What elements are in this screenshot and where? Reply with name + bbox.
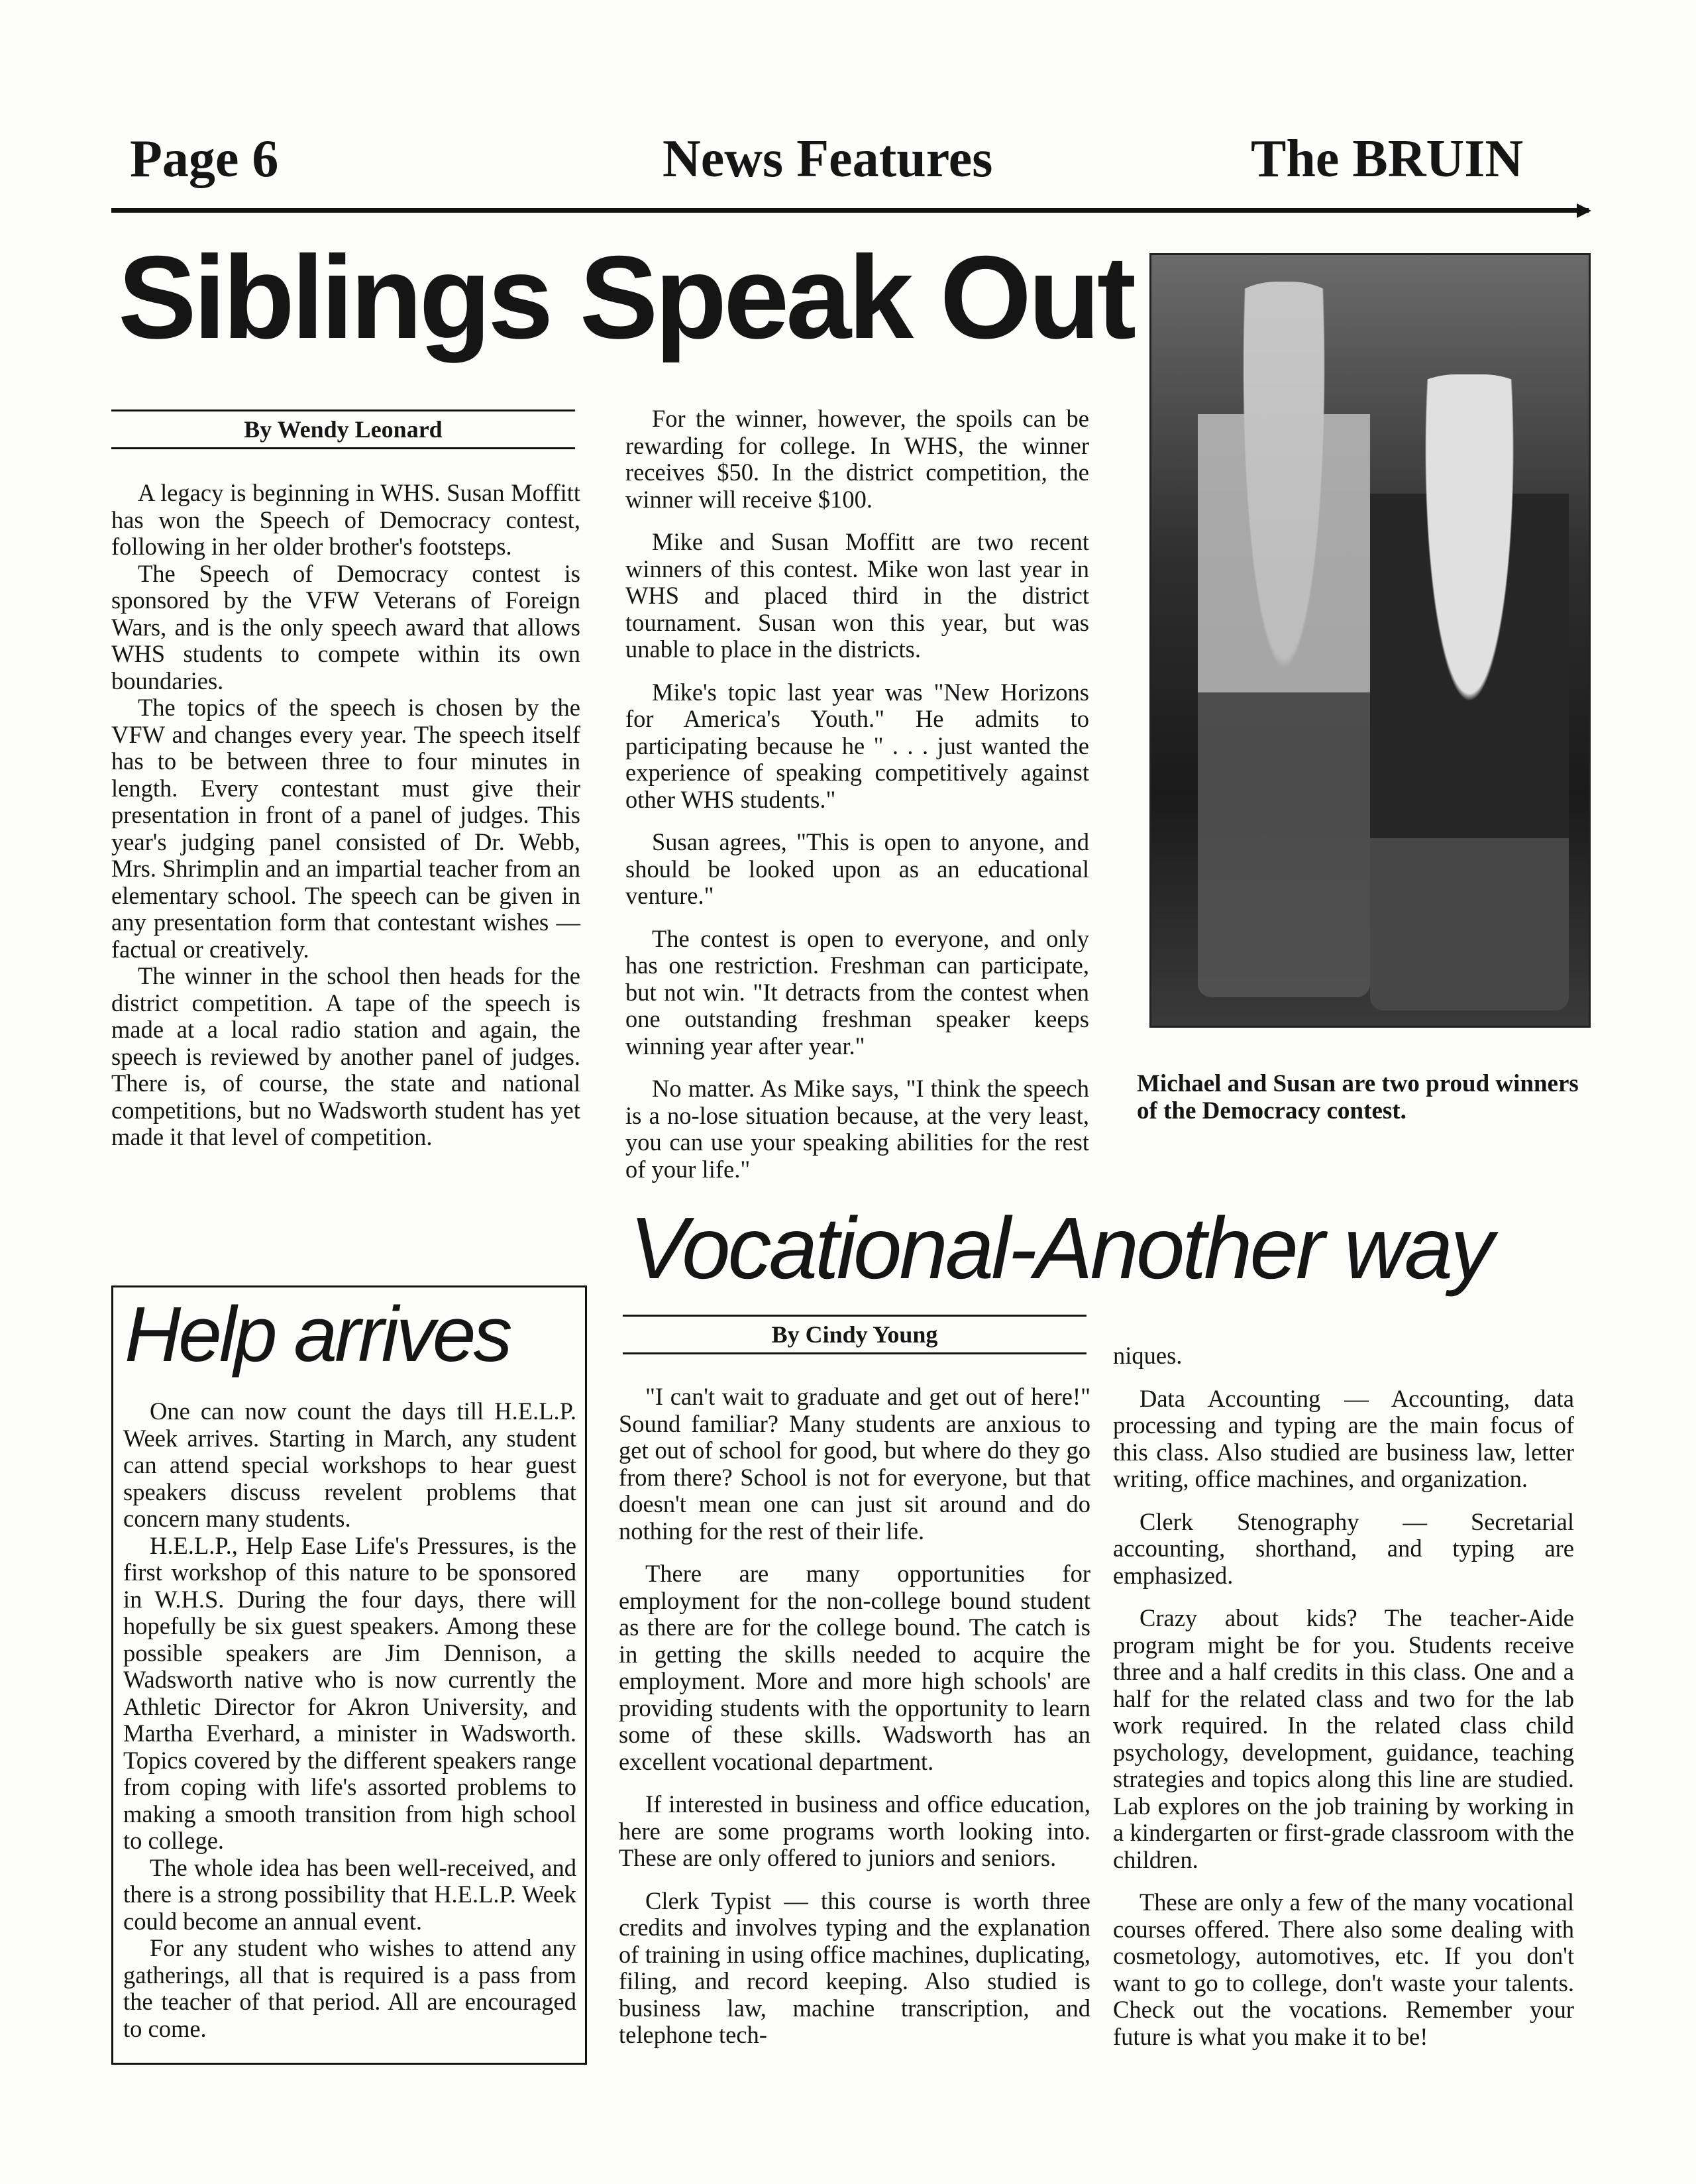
page-number: Page 6 — [130, 130, 279, 188]
paragraph: Mike and Susan Moffitt are two recent winners of this contest. Mike won last year in WHS and placed third in the district tournament. Susan won this year, but was unable to place in the districts. — [625, 528, 1089, 663]
vocational-column-1 — [619, 1384, 1090, 2049]
paragraph: Susan agrees, "This is open to anyone, and should be looked upon as an educational venture." — [625, 828, 1089, 909]
paragraph: For the winner, however, the spoils can be rewarding for college. In WHS, the winner receives $50. In the district competition, the winner will receive $100. — [625, 405, 1089, 513]
rule-arrow-icon — [1577, 203, 1591, 218]
paragraph: "I can't wait to graduate and get out of here!" Sound familiar? Many students are anxious to get out of school for good, but where do they go from there? School is not for everyone, but that doesn't mean one can just sit around and do nothing for the rest of their life. — [619, 1383, 1090, 1545]
paragraph: If interested in business and office education, here are some programs worth looking into. These are only offered to juniors and seniors. — [619, 1790, 1090, 1871]
paragraph: The topics of the speech is chosen by the VFW and changes every year. The speech itself has to be between three to four minutes in length. Every contestant must give their presentation in front of a panel of judges. This year's judging panel consisted of Dr. Webb, Mrs. Shrimplin and an impartial teacher from an elementary school. The speech can be given in any presentation form that contestant wishes — factual or creatively. — [111, 694, 580, 963]
paragraph: The Speech of Democracy contest is sponsored by the VFW Veterans of Foreign Wars, and is the only speech award that allows WHS students to compete within its own boundaries. — [111, 559, 580, 694]
siblings-photo — [1149, 253, 1591, 1028]
section-title: News Features — [662, 130, 993, 188]
siblings-headline: Siblings Speak Out — [118, 231, 1134, 363]
paragraph: Data Accounting — Accounting, data processing and typing are the main focus of this class. Also studied are business law, letter writing, office machines, and organization. — [1113, 1384, 1574, 1492]
paragraph-continuation: niques. — [1113, 1342, 1183, 1369]
newspaper-name: The BRUIN — [1251, 130, 1524, 188]
paragraph: No matter. As Mike says, "I think the speech is a no-lose situation because, at the very least, you can use your speaking abilities for the rest of your life." — [625, 1075, 1089, 1183]
siblings-column-1 — [111, 480, 580, 1151]
paragraph: Mike's topic last year was "New Horizons for America's Youth." He admits to participating because he " . . . just wanted the experience of speaking competitively against other WHS students." — [625, 678, 1089, 813]
vocational-headline: Vocational-Another way — [629, 1199, 1492, 1297]
paragraph: Clerk Stenography — Secretarial accounting, shorthand, and typing are emphasized. — [1113, 1507, 1574, 1589]
photo-person-michael — [1198, 282, 1370, 997]
paragraph: The contest is open to everyone, and only has one restriction. Freshman can participate, but not win. "It detracts from the contest when one outstanding freshman speaker keeps winning year after year." — [625, 924, 1089, 1060]
vocational-byline: By Cindy Young — [771, 1321, 938, 1348]
siblings-byline-block — [111, 410, 575, 449]
help-headline: Help arrives — [125, 1291, 510, 1378]
paragraph: A legacy is beginning in WHS. Susan Moffitt has won the Speech of Democracy contest, following in her older brother's footsteps. — [111, 479, 580, 560]
paragraph: One can now count the days till H.E.L.P. Week arrives. Starting in March, any student can attend special workshops to hear guest speakers discuss revelent problems that concern many students. — [123, 1397, 576, 1532]
paragraph: Crazy about kids? The teacher-Aide program might be for you. Students receive three and a half credits in this class. One and a half for the related class and two for the lab work required. In the related class child psychology, development, guidance, teaching strategies and topics along this line are studied. Lab explores on the job training by working in a kindergarten or first-grade classroom with the children. — [1113, 1604, 1574, 1873]
paragraph: These are only a few of the many vocational courses offered. There also some dealing with cosmetology, automotives, etc. If you don't want to go to college, don't waste your talents. Check out the vocations. Remember your future is what you make it to be! — [1113, 1888, 1574, 2050]
paragraph: Clerk Typist — this course is worth three credits and involves typing and the explanation of training in using office machines, duplicating, filing, and record keeping. Also studied is business law, machine transcription, and telephone tech- — [619, 1886, 1090, 2048]
photo-person-susan — [1370, 374, 1569, 1010]
paragraph: The winner in the school then heads for the district competition. A tape of the speech is made at a local radio station and again, the speech is reviewed by another panel of judges. There is, of course, the state and national competitions, but no Wadsworth student has yet made it that level of competition. — [111, 962, 580, 1150]
paragraph: The whole idea has been well-received, and there is a strong possibility that H.E.L.P. Week could become an annual event. — [123, 1853, 576, 1935]
header-rule — [111, 208, 1589, 213]
photo-caption: Michael and Susan are two proud winners of the Democracy contest. — [1137, 1070, 1579, 1124]
siblings-column-2 — [625, 406, 1089, 1183]
help-body — [123, 1398, 576, 2042]
vocational-column-2 — [1113, 1342, 1574, 2050]
vocational-byline-block — [623, 1315, 1086, 1354]
paragraph: For any student who wishes to attend any gatherings, all that is required is a pass from the teacher of that period. All are encouraged to come. — [123, 1934, 576, 2042]
paragraph: There are many opportunities for employment for the non-college bound student as there are for the college bound. The catch is in getting the skills needed to acquire the employment. More and more high schools' are providing students with the opportunity to learn some of these skills. Wadsworth has an excellent vocational department. — [619, 1560, 1090, 1775]
siblings-byline: By Wendy Leonard — [244, 416, 443, 443]
paragraph: H.E.L.P., Help Ease Life's Pressures, is the first workshop of this nature to be sponsored in W.H.S. During the four days, there will hopefully be six guest speakers. Among these possible speakers are Jim Dennison, a Wadsworth native who is now currently the Athletic Director for Akron University, and Martha Everhard, a minister in Wadsworth. Topics covered by the different speakers range from coping with life's assorted problems to making a smooth transition from high school to college. — [123, 1531, 576, 1854]
